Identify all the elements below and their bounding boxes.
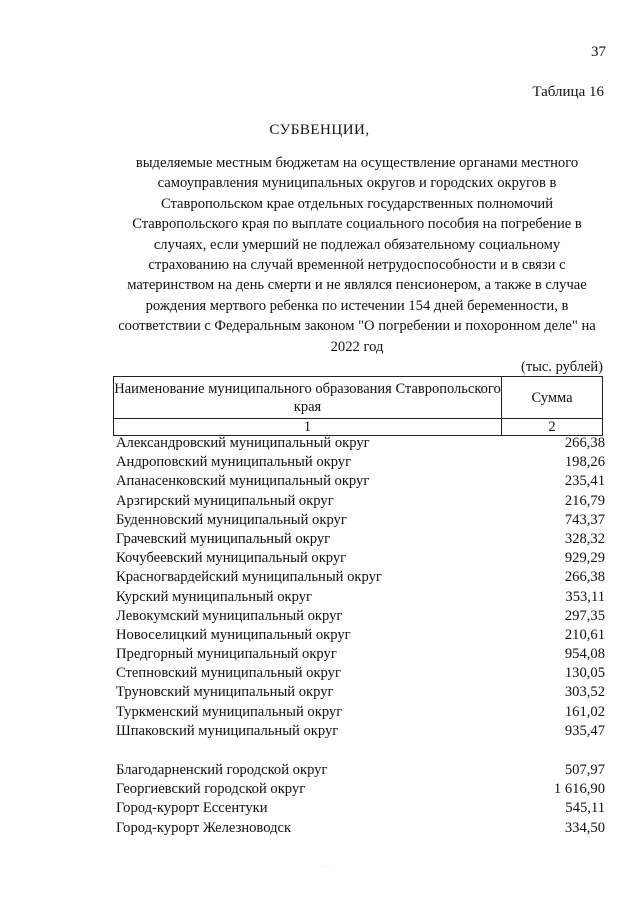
table-row — [116, 434, 605, 453]
row-name: Александровский муниципальный округ — [116, 435, 370, 451]
row-name: Арзгирский муниципальный округ — [116, 492, 334, 509]
section-gap — [116, 741, 605, 761]
document-title: СУБВЕНЦИИ, — [269, 122, 370, 138]
table-row — [116, 472, 605, 491]
row-amount: 235,41 — [564, 473, 605, 490]
table-row — [116, 722, 605, 741]
table-row — [116, 626, 605, 645]
table-label: Таблица 16 — [532, 84, 604, 100]
table-row — [116, 664, 605, 683]
row-amount: 266,38 — [564, 569, 605, 586]
table-row — [116, 549, 605, 568]
row-name: Город-курорт Ессентуки — [116, 800, 268, 817]
table-body — [116, 434, 605, 838]
table-row — [116, 761, 605, 780]
row-amount: 328,32 — [564, 530, 605, 547]
table-row — [116, 819, 605, 838]
row-amount: 507,97 — [564, 762, 605, 778]
row-name: Город-курорт Железноводск — [116, 819, 292, 836]
table-row — [116, 568, 605, 587]
row-name: Андроповский муниципальный округ — [116, 454, 352, 471]
row-name: Апанасенковский муниципальный округ — [116, 473, 370, 490]
column-header-sum: Сумма — [502, 377, 603, 419]
row-name: Туркменский муниципальный округ — [116, 703, 343, 720]
row-amount: 266,38 — [564, 435, 605, 451]
table-row — [116, 780, 605, 799]
column-header-name: Наименование муниципального образования Ставропольского края — [114, 377, 502, 419]
row-amount: 743,37 — [564, 511, 605, 528]
row-amount: 130,05 — [564, 665, 605, 682]
municipal-districts-list — [116, 434, 605, 741]
table-row — [116, 703, 605, 722]
row-amount: 1 616,90 — [553, 781, 605, 798]
row-name: Георгиевский городской округ — [116, 781, 306, 798]
row-amount: 216,79 — [564, 492, 605, 509]
row-amount: 334,50 — [564, 819, 605, 836]
row-amount: 954,08 — [564, 646, 605, 663]
row-amount: 935,47 — [564, 722, 605, 739]
table-row — [116, 683, 605, 702]
table-header — [113, 376, 603, 436]
table-row — [116, 453, 605, 472]
row-amount: 929,29 — [564, 550, 605, 567]
row-amount: 297,35 — [564, 607, 605, 624]
column-number-2: 2 — [502, 419, 603, 436]
row-name: Грачевский муниципальный округ — [116, 530, 331, 547]
table-row — [116, 492, 605, 511]
row-name: Левокумский муниципальный округ — [116, 607, 343, 624]
table-row — [116, 607, 605, 626]
row-name: Курский муниципальный округ — [116, 588, 313, 605]
row-name: Труновский муниципальный округ — [116, 684, 334, 701]
table-row — [116, 588, 605, 607]
row-name: Предгорный муниципальный округ — [116, 646, 337, 663]
column-number-1: 1 — [114, 419, 502, 436]
table-row — [116, 530, 605, 549]
row-name: Благодарненский городской округ — [116, 762, 328, 778]
row-amount: 545,11 — [565, 800, 605, 817]
row-amount: 198,26 — [564, 454, 605, 471]
row-name: Новоселицкий муниципальный округ — [116, 626, 351, 643]
table-row — [116, 799, 605, 818]
row-name: Шпаковский муниципальный округ — [116, 722, 339, 739]
row-amount: 303,52 — [564, 684, 605, 701]
page-number: 37 — [591, 44, 606, 60]
row-amount: 353,11 — [565, 588, 605, 605]
units-label: (тыс. рублей) — [521, 359, 603, 375]
row-name: Буденновский муниципальный округ — [116, 511, 347, 528]
row-name: Кочубеевский муниципальный округ — [116, 550, 347, 567]
document-description: выделяемые местным бюджетам на осуществление органами местного самоуправления муниципальных округов и городских округов в Ставропольском крае отдельных государственных полномочий Ставропольского края по выплате социального пособия на погребение в случаях, если умерший не подлежал обязательному социальному страхованию на случай временной нетрудоспособности и в связи с материнством на день смерти и не являлся пенсионером, а также в случае рождения мертвого ребенка по истечении 154 дней беременности, в соответствии с Федеральным законом "О погребении и похоронном деле" на 2022 год — [118, 155, 596, 355]
table-row — [116, 645, 605, 664]
row-name: Красногвардейский муниципальный округ — [116, 569, 382, 586]
row-amount: 161,02 — [564, 703, 605, 720]
scan-mark: · · · — [320, 862, 332, 871]
table-row — [116, 511, 605, 530]
row-name: Степновский муниципальный округ — [116, 665, 341, 682]
city-districts-list — [116, 761, 605, 838]
row-amount: 210,61 — [564, 626, 605, 643]
